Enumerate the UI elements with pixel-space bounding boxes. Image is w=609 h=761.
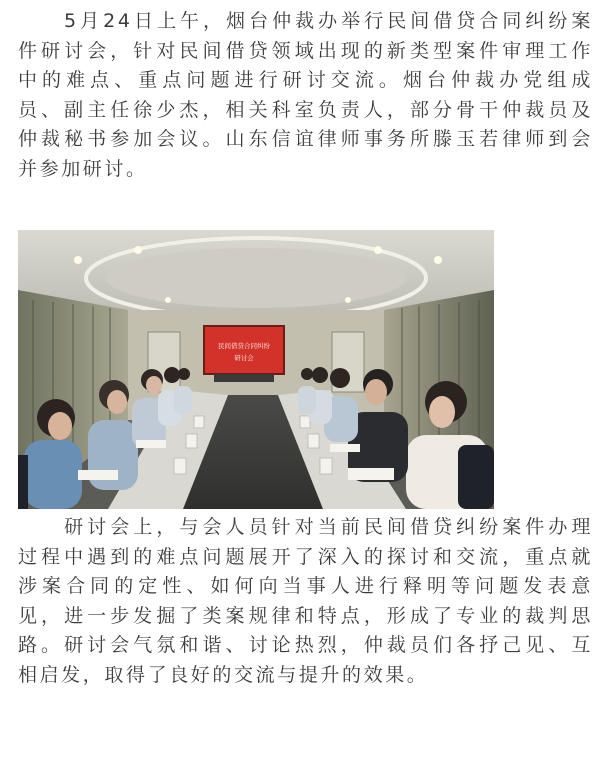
- paragraph-line: 相启发，取得了良好的交流与提升的效果。: [18, 663, 429, 686]
- paragraph-line: 过程中遇到的难点问题展开了深入的探讨和交流，重点就: [18, 545, 593, 568]
- screen-title-line2: 研讨会: [234, 354, 254, 362]
- meeting-room-illustration: [18, 230, 494, 509]
- paragraph-line: 路。研讨会气氛和谐、讨论热烈，仲裁员们各抒己见、互: [18, 634, 593, 657]
- paragraph-line: 中的难点、重点问题进行研讨交流。烟台仲裁办党组成: [18, 69, 593, 92]
- paragraph-line: 见，进一步发掘了类案规律和特点，形成了专业的裁判思: [18, 604, 593, 627]
- article-paragraph-2: [18, 513, 593, 691]
- paragraph-line: 员、副主任徐少杰，相关科室负责人，部分骨干仲裁员及: [18, 98, 593, 121]
- paragraph-line: 研讨会上，与会人员针对当前民间借贷纠纷案件办理: [18, 516, 593, 538]
- meeting-photo: [18, 230, 494, 509]
- paragraph-line: 涉案合同的定性、如何向当事人进行释明等问题发表意: [18, 575, 593, 598]
- screen-title-line1: 民间借贷合同纠纷: [218, 342, 270, 350]
- paragraph-line: 件研讨会，针对民间借贷领域出现的新类型案件审理工作: [18, 39, 593, 62]
- paragraph-line: 并参加研讨。: [18, 157, 148, 180]
- red-screen: [204, 326, 284, 374]
- paragraph-line: 仲裁秘书参加会议。山东信谊律师事务所滕玉若律师到会: [18, 128, 593, 151]
- ceiling-recess: [106, 248, 406, 308]
- paragraph-line: 5月24日上午，烟台仲裁办举行民间借贷合同纠纷案: [18, 10, 593, 32]
- article-paragraph-1: [18, 7, 593, 185]
